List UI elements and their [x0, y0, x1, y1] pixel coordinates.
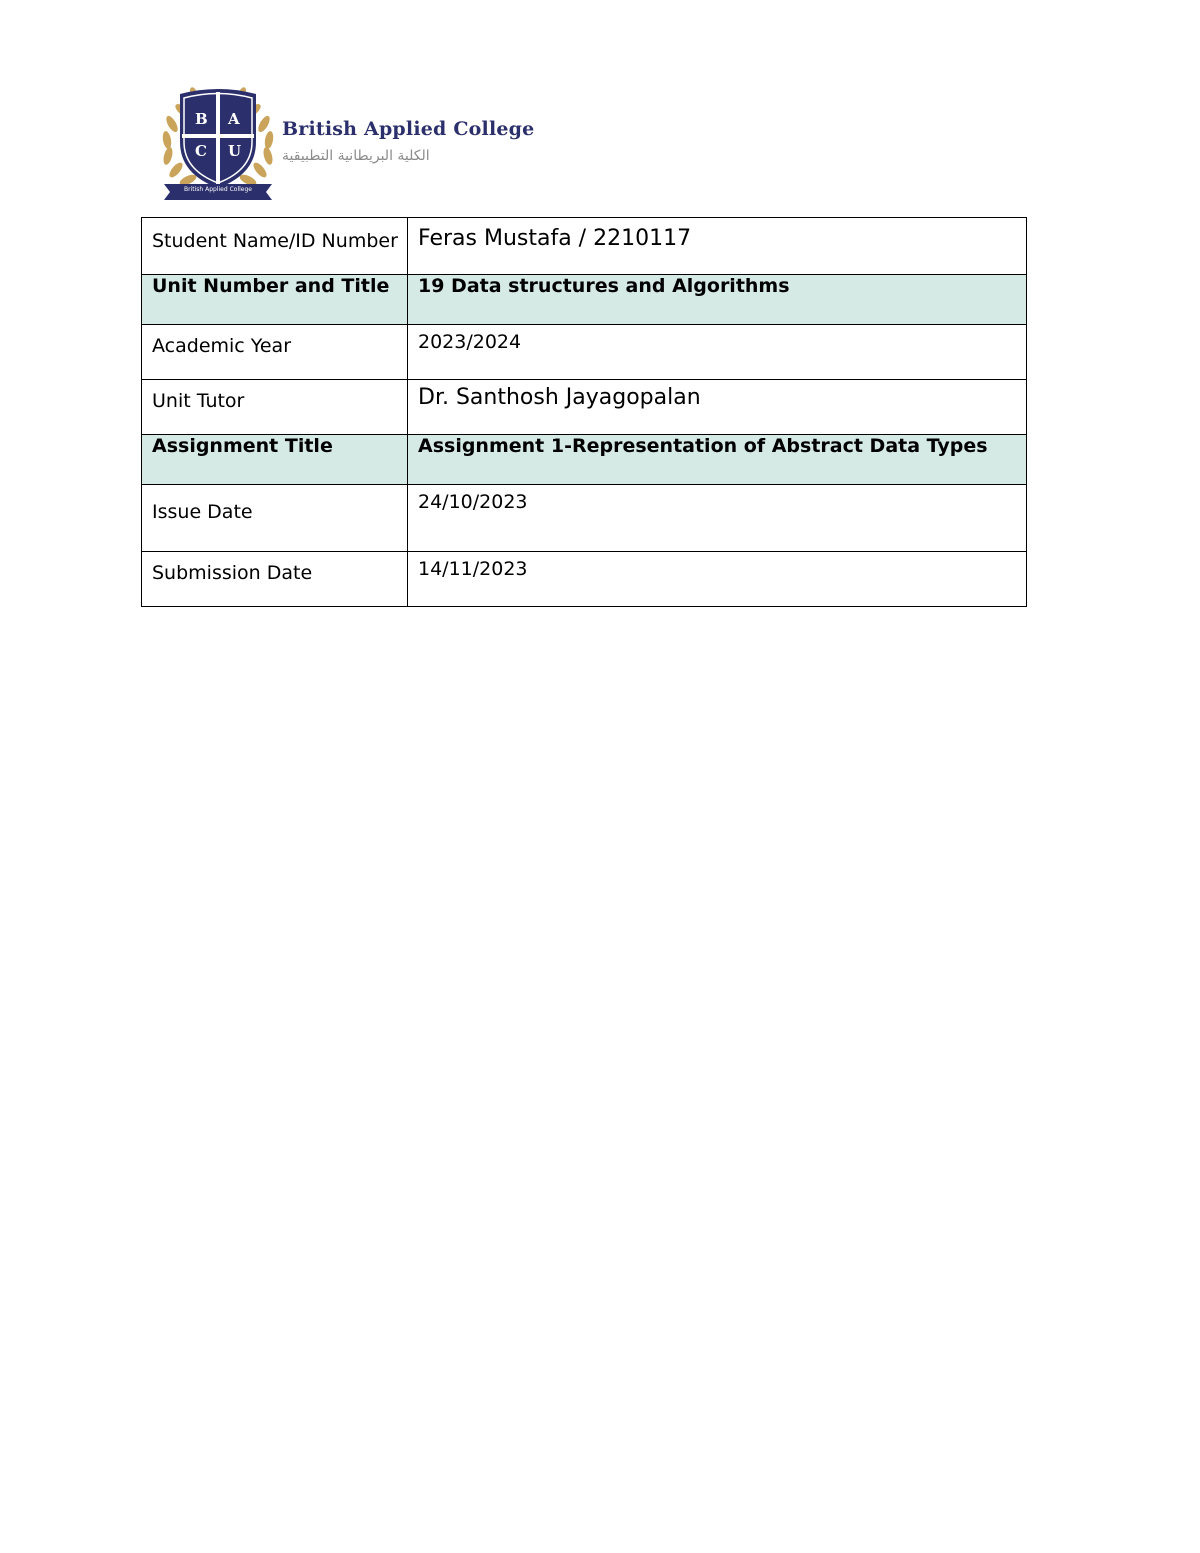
crest-letter-b: B	[195, 110, 208, 128]
logo-name-arabic: الكلية البريطانية التطبيقية	[282, 148, 430, 164]
row-value: 19 Data structures and Algorithms	[408, 275, 1027, 325]
logo-name-english: British Applied College	[282, 118, 535, 140]
table-row	[142, 380, 1027, 435]
crest-letter-c: C	[195, 142, 207, 160]
crest-letter-u: U	[228, 142, 242, 160]
college-logo	[158, 84, 535, 202]
row-value: 14/11/2023	[408, 552, 1027, 607]
table-row	[142, 218, 1027, 275]
table-row	[142, 435, 1027, 485]
crest-icon	[158, 84, 278, 202]
row-label: Academic Year	[142, 325, 408, 380]
crest-ribbon-text: British Applied College	[184, 186, 252, 193]
row-label: Issue Date	[142, 485, 408, 552]
row-value: Dr. Santhosh Jayagopalan	[408, 380, 1027, 435]
table-row	[142, 485, 1027, 552]
table-row	[142, 325, 1027, 380]
row-value: Feras Mustafa / 2210117	[408, 218, 1027, 275]
row-label: Unit Tutor	[142, 380, 408, 435]
row-label: Unit Number and Title	[142, 275, 408, 325]
assignment-cover-table	[141, 217, 1027, 607]
table-row	[142, 552, 1027, 607]
row-value: Assignment 1-Representation of Abstract Data Types	[408, 435, 1027, 485]
row-value: 2023/2024	[408, 325, 1027, 380]
table-row	[142, 275, 1027, 325]
row-label: Assignment Title	[142, 435, 408, 485]
row-value: 24/10/2023	[408, 485, 1027, 552]
row-label: Student Name/ID Number	[142, 218, 408, 275]
row-label: Submission Date	[142, 552, 408, 607]
crest-letter-a: A	[228, 110, 240, 128]
